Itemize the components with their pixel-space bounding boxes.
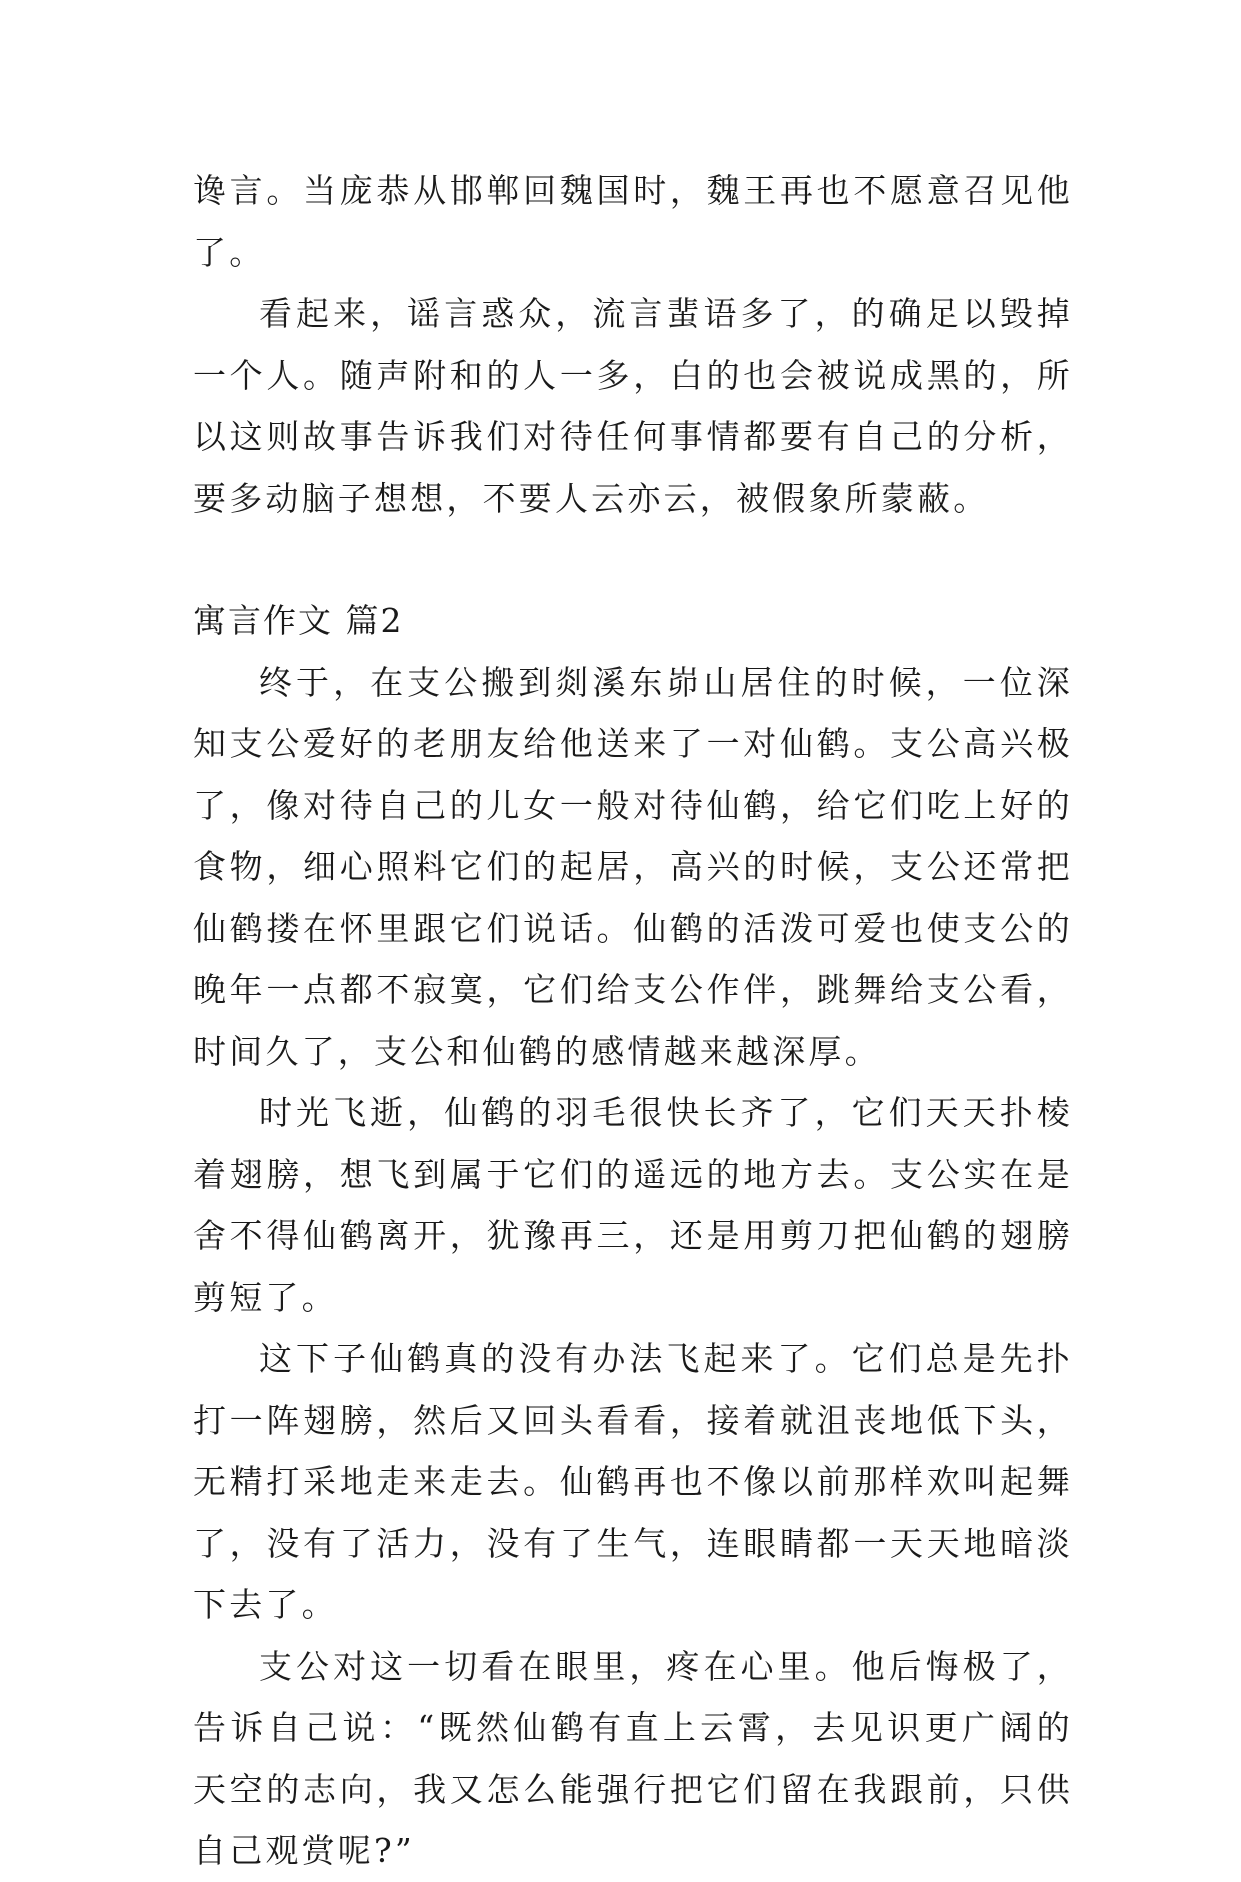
paragraph-2: 时光飞逝，仙鹤的羽毛很快长齐了，它们天天扑棱着翅膀，想飞到属于它们的遥远的地方去。支公实在是舍不得仙鹤离开，犹豫再三，还是用剪刀把仙鹤的翅膀剪短了。: [193, 1093, 1073, 1317]
paragraph-moral: 看起来，谣言惑众，流言蜚语多了，的确足以毁掉一个人。随声附和的人一多，白的也会被说成黑的，所以这则故事告诉我们对待任何事情都要有自己的分析，要多动脑子想想，不要人云亦云，被假象所蒙蔽。: [193, 294, 1073, 518]
paragraph-3: 这下子仙鹤真的没有办法飞起来了。它们总是先扑打一阵翅膀，然后又回头看看，接着就沮丧地低下头，无精打采地走来走去。仙鹤再也不像以前那样欢叫起舞了，没有了活力，没有了生气，连眼睛都一天天地暗淡下去了。: [193, 1339, 1073, 1624]
paragraph-4: 支公对这一切看在眼里，疼在心里。他后悔极了，告诉自己说：“既然仙鹤有直上云霄，去见识更广阔的天空的志向，我又怎么能强行把它们留在我跟前，只供自己观赏呢?”: [193, 1646, 1073, 1870]
paragraph-continued: 谗言。当庞恭从邯郸回魏国时，魏王再也不愿意召见他了。: [193, 171, 1073, 272]
section-heading: 寓言作文 篇2: [193, 601, 404, 640]
section-spacer: [193, 529, 1073, 590]
document-body: [193, 160, 1073, 1882]
paragraph-1: 终于，在支公搬到剡溪东峁山居住的时候，一位深知支公爱好的老朋友给他送来了一对仙鹤。支公高兴极了，像对待自己的儿女一般对待仙鹤，给它们吃上好的食物，细心照料它们的起居，高兴的时候，支公还常把仙鹤搂在怀里跟它们说话。仙鹤的活泼可爱也使支公的晚年一点都不寂寞，它们给支公作伴，跳舞给支公看，时间久了，支公和仙鹤的感情越来越深厚。: [193, 662, 1073, 1071]
